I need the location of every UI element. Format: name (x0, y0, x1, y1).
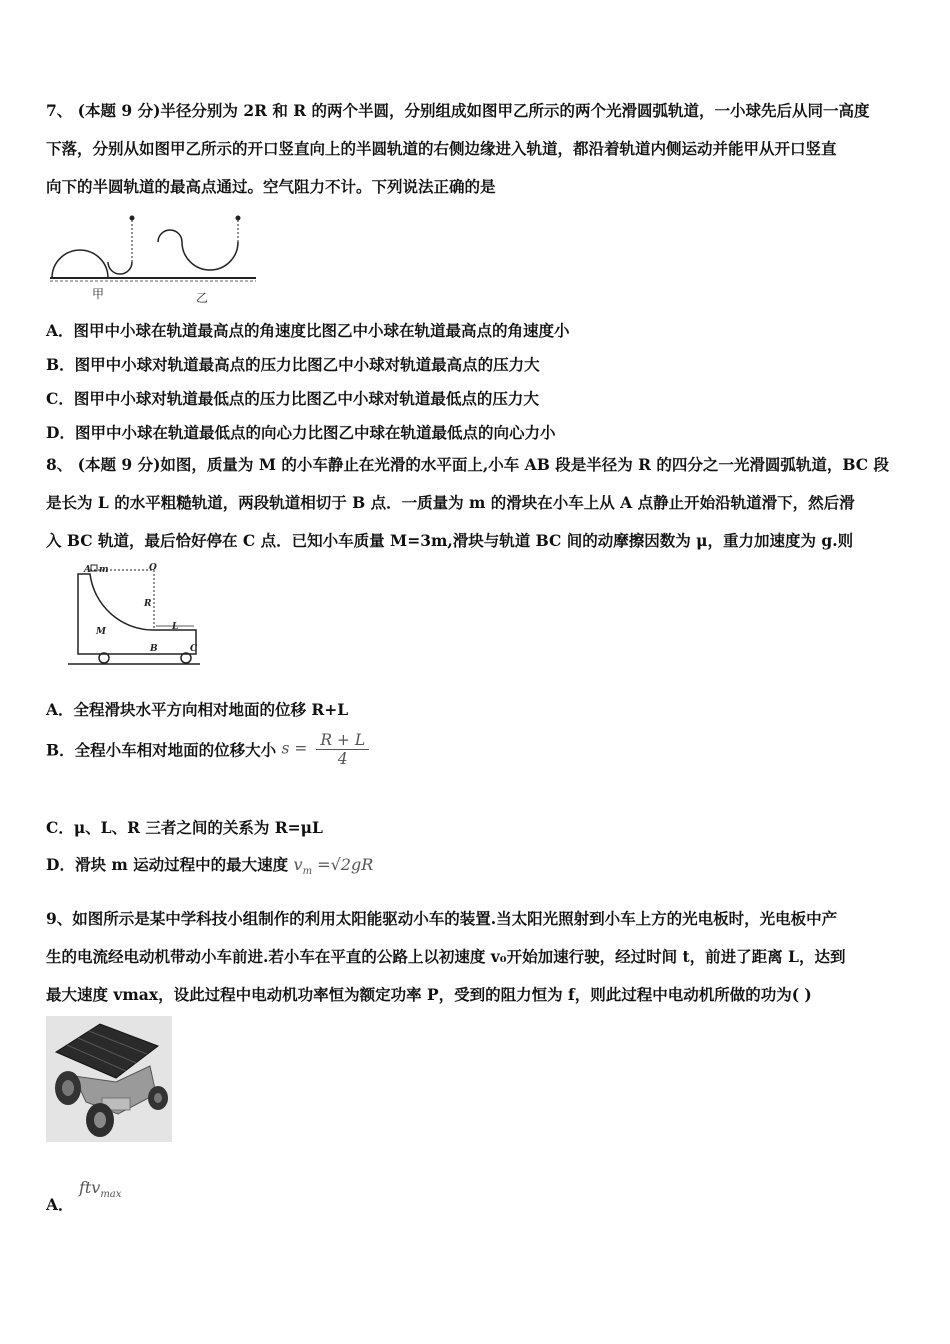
q7-option-a[interactable]: A．图甲中小球在轨道最高点的角速度比图乙中小球在轨道最高点的角速度小 (46, 321, 570, 340)
q8-line-1: 8、 (本题 9 分)如图，质量为 M 的小车静止在光滑的水平面上,小车 AB 段是半径为 R 的四分之一光滑圆弧轨道，BC 段 (46, 455, 889, 474)
q8-option-b-formula (282, 731, 370, 768)
q9-stem (46, 900, 908, 1014)
fig-label-b: B (150, 644, 158, 654)
q8-line-2: 是长为 L 的水平粗糙轨道，两段轨道相切于 B 点．一质量为 m 的滑块在小车上从 A 点静止开始沿轨道滑下，然后滑 (46, 493, 855, 512)
q8-option-d[interactable] (46, 853, 373, 877)
formula-denominator: 4 (337, 750, 348, 768)
q7-track-figure (46, 212, 260, 304)
q8-option-b[interactable] (46, 731, 369, 768)
q8-option-a[interactable]: A．全程滑块水平方向相对地面的位移 R+L (46, 700, 349, 719)
q9-line-1: 9、如图所示是某中学科技小组制作的利用太阳能驱动小车的装置.当太阳光照射到小车上方的光电板时，光电板中产 (46, 909, 838, 928)
q7-option-c[interactable]: C．图甲中小球对轨道最低点的压力比图乙中小球对轨道最低点的压力大 (46, 389, 539, 408)
q9-line-3: 最大速度 vmax，设此过程中电动机功率恒为额定功率 P，受到的阻力恒为 f，则此过程中电动机所做的功为( ) (46, 985, 812, 1004)
fig-label-l: L (172, 622, 179, 632)
fig-label-a: A (84, 565, 91, 575)
fig-label-o: O (149, 563, 157, 573)
fig-label-big-m: M (96, 627, 106, 637)
solar-car-photo (46, 1016, 172, 1142)
q8-line-3: 入 BC 轨道，最后恰好停在 C 点．已知小车质量 M=3m,滑块与轨道 BC 间的动摩擦因数为 μ，重力加速度为 g.则 (46, 531, 854, 550)
q7-line-1: 7、 (本题 9 分)半径分别为 2R 和 R 的两个半圆，分别组成如图甲乙所示的两个光滑圆弧轨道，一小球先后从同一高度 (46, 101, 870, 120)
q8-option-b-text: B．全程小车相对地面的位移大小 (46, 740, 277, 760)
formula-lhs: s = (281, 739, 308, 758)
fig-label-m: m (99, 565, 109, 575)
q8-stem (46, 446, 908, 560)
q7-stem (46, 92, 908, 206)
q8-option-c[interactable]: C．μ、L、R 三者之间的关系为 R=μL (46, 818, 323, 837)
q9-option-a[interactable] (46, 1178, 121, 1225)
formula-rhs: =√2gR (317, 855, 374, 874)
q9-option-a-formula (78, 1178, 122, 1201)
fig-label-r: R (144, 599, 152, 609)
formula-ftv-sub: max (100, 1189, 122, 1201)
fig-label-yi: 乙 (196, 291, 209, 304)
formula-fraction (316, 731, 369, 768)
q7-line-3: 向下的半圆轨道的最高点通过。空气阻力不计。下列说法正确的是 (46, 177, 496, 196)
formula-v-sub: m (302, 866, 313, 878)
formula-ftv: ftv (78, 1178, 101, 1197)
fig-label-c: C (190, 644, 198, 654)
q7-option-d[interactable]: D．图甲中小球在轨道最低点的向心力比图乙中球在轨道最低点的向心力小 (46, 423, 556, 442)
formula-v: v (293, 855, 303, 874)
q9-option-a-label: A． (46, 1195, 74, 1215)
q9-line-2: 生的电流经电动机带动小车前进.若小车在平直的公路上以初速度 v₀开始加速行驶，经过时间 t，前进了距离 L，达到 (46, 947, 846, 966)
fig-label-jia: 甲 (92, 287, 105, 301)
q8-cart-figure (66, 562, 202, 668)
formula-numerator: R + L (316, 731, 369, 750)
q7-line-2: 下落，分别从如图甲乙所示的开口竖直向上的半圆轨道的右侧边缘进入轨道，都沿着轨道内侧运动并能甲从开口竖直 (46, 139, 837, 158)
q8-option-d-text: D．滑块 m 运动过程中的最大速度 (46, 855, 289, 874)
q7-option-b[interactable]: B．图甲中小球对轨道最高点的压力比图乙中小球对轨道最高点的压力大 (46, 355, 540, 374)
q8-option-d-formula (293, 855, 374, 878)
